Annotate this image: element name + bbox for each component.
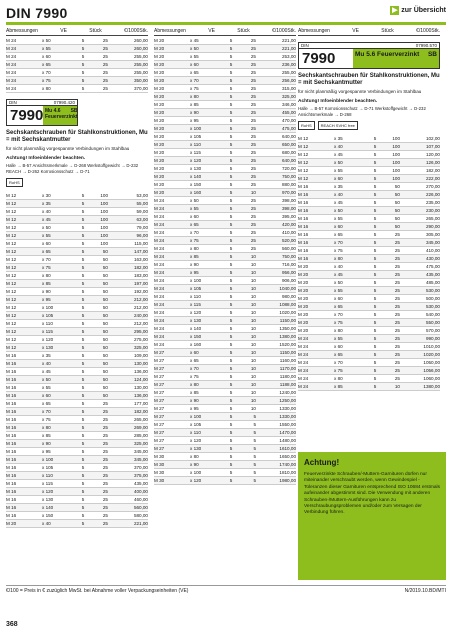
table-row: M 24 x 80 5 25 370,00 <box>6 86 148 91</box>
table-row: M 20 x 40 5 25 221,00 <box>6 521 148 526</box>
table-row: M 16 x 45 5 50 136,00 <box>6 369 148 374</box>
table-row: M 16 x 115 5 25 435,00 <box>6 481 148 486</box>
product-title: Sechskantschrauben für Stahlkonstruktionen, Mu = mit Sechskantmutter <box>6 130 148 143</box>
table-row: M 12 x 65 5 50 147,00 <box>6 249 148 254</box>
table-row: M 12 x 50 5 100 126,00 <box>298 160 440 165</box>
table-row: M 24 x 80 5 25 1060,00 <box>298 376 440 381</box>
product-number: 7990 <box>7 106 43 125</box>
table-row: M 24 x 75 5 25 1056,00 <box>298 368 440 373</box>
table-row: M 24 x 60 5 25 255,00 <box>6 54 148 59</box>
table-row: M 12 x 30 5 100 53,00 <box>6 193 148 198</box>
table-row: M 24 x 80 5 25 560,00 <box>154 246 296 251</box>
table-row: M 12 x 95 5 50 212,00 <box>6 297 148 302</box>
table-row: M 24 x 60 5 25 395,00 <box>154 214 296 219</box>
table-row: M 20 x 45 5 25 221,00 <box>154 38 296 43</box>
table-row: M 24 x 90 5 10 716,00 <box>154 262 296 267</box>
table-row: M 20 x 65 5 25 530,00 <box>298 304 440 309</box>
table-row: M 16 x 55 5 50 265,00 <box>298 216 440 221</box>
table-row: M 12 x 70 5 50 163,00 <box>6 257 148 262</box>
table-row: M 16 x 85 5 25 285,00 <box>6 433 148 438</box>
table-row: M 16 x 90 5 25 325,00 <box>6 441 148 446</box>
table-row: M 27 x 75 5 10 1180,00 <box>154 374 296 379</box>
page-title: DIN 7990 <box>6 5 68 21</box>
table-row: M 24 x 70 5 25 1050,00 <box>298 360 440 365</box>
table-row: M 24 x 55 5 25 398,00 <box>154 206 296 211</box>
table-row: M 16 x 70 5 25 182,00 <box>6 409 148 414</box>
table-row: M 24 x 50 5 25 260,00 <box>6 38 148 43</box>
table-row: M 16 x 60 5 50 136,00 <box>6 393 148 398</box>
table-row: M 30 x 80 5 5 1650,00 <box>154 454 296 459</box>
table-row: M 16 x 80 5 25 269,00 <box>6 425 148 430</box>
table-row: M 20 x 70 5 25 540,00 <box>298 312 440 317</box>
table-row: M 20 x 55 5 25 530,00 <box>298 288 440 293</box>
table-row: M 12 x 60 5 100 222,00 <box>298 176 440 181</box>
table-row: M 27 x 95 5 10 1330,00 <box>154 406 296 411</box>
table-row: M 16 x 140 5 25 560,00 <box>6 505 148 510</box>
table-row: M 20 x 55 5 25 253,00 <box>154 54 296 59</box>
table-row: M 16 x 70 5 25 345,00 <box>298 240 440 245</box>
reference-links[interactable]: Halle → B-57 Korrosionsschutz → D-71 Werkstoffgewicht → D-232 Ansichtsmerkmale → D-268 <box>298 106 426 117</box>
table-rows <box>298 135 440 391</box>
table-row: M 20 x 50 5 25 485,00 <box>298 280 440 285</box>
header-rule <box>6 22 446 25</box>
table-row: M 24 x 65 5 25 420,00 <box>154 222 296 227</box>
table-row: M 30 x 100 5 5 1810,00 <box>154 470 296 475</box>
table-row: M 30 x 90 5 5 1740,00 <box>154 462 296 467</box>
table-row: M 24 x 70 5 25 410,00 <box>154 230 296 235</box>
table-row: M 12 x 85 5 50 197,00 <box>6 281 148 286</box>
table-row: M 24 x 65 5 25 1020,00 <box>298 352 440 357</box>
back-to-overview-link[interactable] <box>390 6 446 15</box>
table-row: M 24 x 75 5 25 520,00 <box>154 238 296 243</box>
table-row: M 20 x 50 5 25 221,00 <box>154 46 296 51</box>
table-row: M 16 x 75 5 25 410,00 <box>298 248 440 253</box>
table-row: M 27 x 120 5 5 1480,00 <box>154 438 296 443</box>
table-row: M 24 x 55 5 25 260,00 <box>6 46 148 51</box>
table-row: M 24 x 105 5 10 1040,00 <box>154 286 296 291</box>
arrow-icon: ▶ <box>392 7 398 14</box>
table-row: M 12 x 120 5 50 275,00 <box>6 337 148 342</box>
table-row: M 16 x 50 5 50 230,00 <box>298 208 440 213</box>
table-row: M 24 x 150 5 10 1380,00 <box>154 334 296 339</box>
table-row: M 12 x 130 5 50 325,00 <box>6 345 148 350</box>
table-row: M 24 x 110 5 10 980,00 <box>154 294 296 299</box>
column-header: Abmessungen VE Stück €/1000Stk. <box>298 28 440 34</box>
column-header: Abmessungen VE Stück €/1000Stk. <box>6 28 148 34</box>
table-row: M 12 x 50 5 100 79,00 <box>6 225 148 230</box>
table-row: M 16 x 60 5 50 290,00 <box>298 224 440 229</box>
table-row: M 16 x 100 5 25 345,00 <box>6 457 148 462</box>
note-text: Feuerverzinkte Schrauben/-Muttern-Garnituren dürfen nur miteinander verschraubt werden, wenn Gewindespiel - Toleranzen dieser Garnituren entsprechend ISO 10684 erstmals aufeinander abgestimmt sind. Die Verwendung mit anderen Schrauben-/Muttern-Ausführungen kann zu Verschraubungsproblemen und/oder zum Versagen der Verbindung führen. <box>304 472 440 516</box>
table-row: M 24 x 130 5 10 1150,00 <box>154 318 296 323</box>
table-row: M 27 x 70 5 10 1170,00 <box>154 366 296 371</box>
table-row: M 12 x 40 5 100 107,00 <box>298 144 440 149</box>
product-box[interactable]: DIN 07990.420 7990 Mu 4.6 Feuerverzinkt SB <box>6 99 78 126</box>
table-row: M 12 x 75 5 50 182,00 <box>6 265 148 270</box>
table-row: M 16 x 55 5 50 130,00 <box>6 385 148 390</box>
table-row: M 20 x 40 5 25 475,00 <box>298 264 440 269</box>
table-row: M 30 x 120 5 5 1980,00 <box>154 478 296 483</box>
table-row: M 20 x 65 5 25 255,00 <box>154 70 296 75</box>
table-row: M 16 x 75 5 25 265,00 <box>6 417 148 422</box>
product-desc: für nicht planmäßig vorgespannte Verbindungen im Stahlbau <box>6 146 130 151</box>
table-row: M 12 x 40 5 100 59,00 <box>6 209 148 214</box>
table-row: M 16 x 35 5 50 109,00 <box>6 353 148 358</box>
warning-text: Achtung! Infoeinblender beachten. <box>6 156 86 161</box>
table-row: M 16 x 65 5 25 177,00 <box>6 401 148 406</box>
product-title: Sechskantschrauben für Stahlkonstruktionen, Mu = mit Sechskantmutter <box>298 73 440 86</box>
table-row: M 20 x 75 5 25 550,00 <box>298 320 440 325</box>
table-row: M 16 x 45 5 50 235,00 <box>298 200 440 205</box>
table-row: M 12 x 90 5 50 192,00 <box>6 289 148 294</box>
table-row: M 16 x 110 5 25 375,00 <box>6 473 148 478</box>
table-row: M 12 x 100 5 50 212,00 <box>6 305 148 310</box>
table-row: M 16 x 40 5 50 226,00 <box>298 192 440 197</box>
table-row: M 27 x 80 5 10 1188,00 <box>154 382 296 387</box>
table-row: M 20 x 100 5 25 475,00 <box>154 126 296 131</box>
table-row: M 24 x 65 5 25 255,00 <box>6 62 148 67</box>
table-row: M 12 x 35 5 100 102,00 <box>298 136 440 141</box>
table-row: M 20 x 110 5 25 650,00 <box>154 142 296 147</box>
table-row: M 20 x 120 5 25 640,00 <box>154 158 296 163</box>
column-2 <box>154 28 296 485</box>
table-row: M 24 x 95 5 10 956,00 <box>154 270 296 275</box>
column-1 <box>6 28 148 528</box>
table-row: M 12 x 35 5 100 55,00 <box>6 201 148 206</box>
reference-links[interactable]: Halle → B-57 Ansichtsmerkmale → D-268 Werkstoffgewicht → D-232 REACH → D-262 Korrosionsschutz → D-71 <box>6 163 139 174</box>
table-row: M 16 x 120 5 25 400,00 <box>6 489 148 494</box>
table-row: M 16 x 80 5 25 430,00 <box>298 256 440 261</box>
table-row: M 27 x 90 5 10 1250,00 <box>154 398 296 403</box>
table-row: M 27 x 110 5 5 1470,00 <box>154 430 296 435</box>
table-row: M 20 x 90 5 25 455,00 <box>154 110 296 115</box>
note-title: Achtung! <box>304 458 340 467</box>
table-row: M 12 x 105 5 50 240,00 <box>6 313 148 318</box>
warning-note <box>298 452 446 580</box>
table-row: M 20 x 80 5 25 570,00 <box>298 328 440 333</box>
table-row: M 16 x 95 5 25 345,00 <box>6 449 148 454</box>
rohs-badge: RoHS <box>6 178 23 187</box>
table-row: M 20 x 115 5 25 680,00 <box>154 150 296 155</box>
warning-text: Achtung! Infoeinblender beachten. <box>298 99 378 104</box>
column-header: Abmessungen VE Stück €/1000Stk. <box>154 28 296 34</box>
product-desc: für nicht planmäßig vorgespannte Verbindungen im Stahlbau <box>298 89 422 94</box>
table-row: M 27 x 100 5 5 1330,00 <box>154 414 296 419</box>
table-row: M 16 x 105 5 25 370,00 <box>6 465 148 470</box>
table-row: M 24 x 50 5 25 398,00 <box>154 198 296 203</box>
table-row: M 20 x 105 5 25 640,00 <box>154 134 296 139</box>
back-label: zur Übersicht <box>401 7 446 14</box>
footer: €/100 = Preis in € zuzüglich MwSt. bei Abnahme voller Verpackungseinheiten (VE) N/2019.10.BD/MTI <box>6 585 446 594</box>
table-row: M 24 x 70 5 25 255,00 <box>6 70 148 75</box>
table-row: M 20 x 60 5 25 500,00 <box>298 296 440 301</box>
rohs-badge: RoHS <box>298 121 315 130</box>
table-row: M 16 x 35 5 50 270,00 <box>298 184 440 189</box>
table-row: M 12 x 110 5 50 212,00 <box>6 321 148 326</box>
table-row: M 12 x 80 5 50 183,00 <box>6 273 148 278</box>
table-row: M 16 x 65 5 25 305,00 <box>298 232 440 237</box>
table-row: M 24 x 85 5 10 1380,00 <box>298 384 440 389</box>
table-row: M 20 x 140 5 25 750,00 <box>154 174 296 179</box>
table-row: M 27 x 105 5 5 1550,00 <box>154 422 296 427</box>
table-row: M 16 x 150 5 25 580,00 <box>6 513 148 518</box>
reach-badge: REACH SVHC free <box>318 121 358 130</box>
table-row: M 24 x 75 5 25 350,00 <box>6 78 148 83</box>
table-row: M 24 x 55 5 25 990,00 <box>298 336 440 341</box>
table-row: M 16 x 40 5 50 130,00 <box>6 361 148 366</box>
column-3 <box>298 28 440 391</box>
table-rows <box>6 192 148 528</box>
table-row: M 24 x 140 5 10 1350,00 <box>154 326 296 331</box>
table-row: M 20 x 75 5 25 315,00 <box>154 86 296 91</box>
table-row: M 20 x 95 5 25 470,00 <box>154 118 296 123</box>
table-row: M 27 x 60 5 10 1150,00 <box>154 350 296 355</box>
table-row: M 12 x 115 5 50 295,00 <box>6 329 148 334</box>
table-row: M 27 x 65 5 10 1160,00 <box>154 358 296 363</box>
table-row: M 20 x 160 5 10 970,00 <box>154 190 296 195</box>
table-row: M 12 x 45 5 100 120,00 <box>298 152 440 157</box>
table-row: M 12 x 60 5 100 115,00 <box>6 241 148 246</box>
table-row: M 12 x 45 5 100 63,00 <box>6 217 148 222</box>
table-row: M 12 x 55 5 100 96,00 <box>6 233 148 238</box>
table-row: M 20 x 70 5 25 256,00 <box>154 78 296 83</box>
table-row: M 27 x 85 5 10 1240,00 <box>154 390 296 395</box>
table-row: M 24 x 100 5 10 906,00 <box>154 278 296 283</box>
table-row: M 20 x 60 5 25 236,00 <box>154 62 296 67</box>
table-row: M 12 x 55 5 100 182,00 <box>298 168 440 173</box>
table-row: M 24 x 120 5 10 1020,00 <box>154 310 296 315</box>
product-number: 7990 <box>299 49 353 68</box>
table-row: M 20 x 150 5 25 880,00 <box>154 182 296 187</box>
table-row: M 16 x 130 5 25 460,00 <box>6 497 148 502</box>
table-row: M 16 x 50 5 50 124,00 <box>6 377 148 382</box>
table-rows <box>6 37 148 93</box>
table-row: M 20 x 130 5 25 720,00 <box>154 166 296 171</box>
page-number: 368 <box>6 621 18 628</box>
table-row: M 24 x 160 5 10 1520,00 <box>154 342 296 347</box>
table-row: M 20 x 45 5 25 435,00 <box>298 272 440 277</box>
table-row: M 24 x 60 5 25 1010,00 <box>298 344 440 349</box>
table-rows <box>154 37 296 485</box>
table-row: M 24 x 115 5 10 1088,00 <box>154 302 296 307</box>
table-row: M 20 x 80 5 25 325,00 <box>154 94 296 99</box>
table-row: M 24 x 85 5 10 750,00 <box>154 254 296 259</box>
table-row: M 20 x 85 5 25 346,00 <box>154 102 296 107</box>
product-box[interactable]: DIN 07990.570 7990 Mu 5.6 Feuerverzinkt SB <box>298 42 440 69</box>
table-row: M 27 x 130 5 5 1610,00 <box>154 446 296 451</box>
